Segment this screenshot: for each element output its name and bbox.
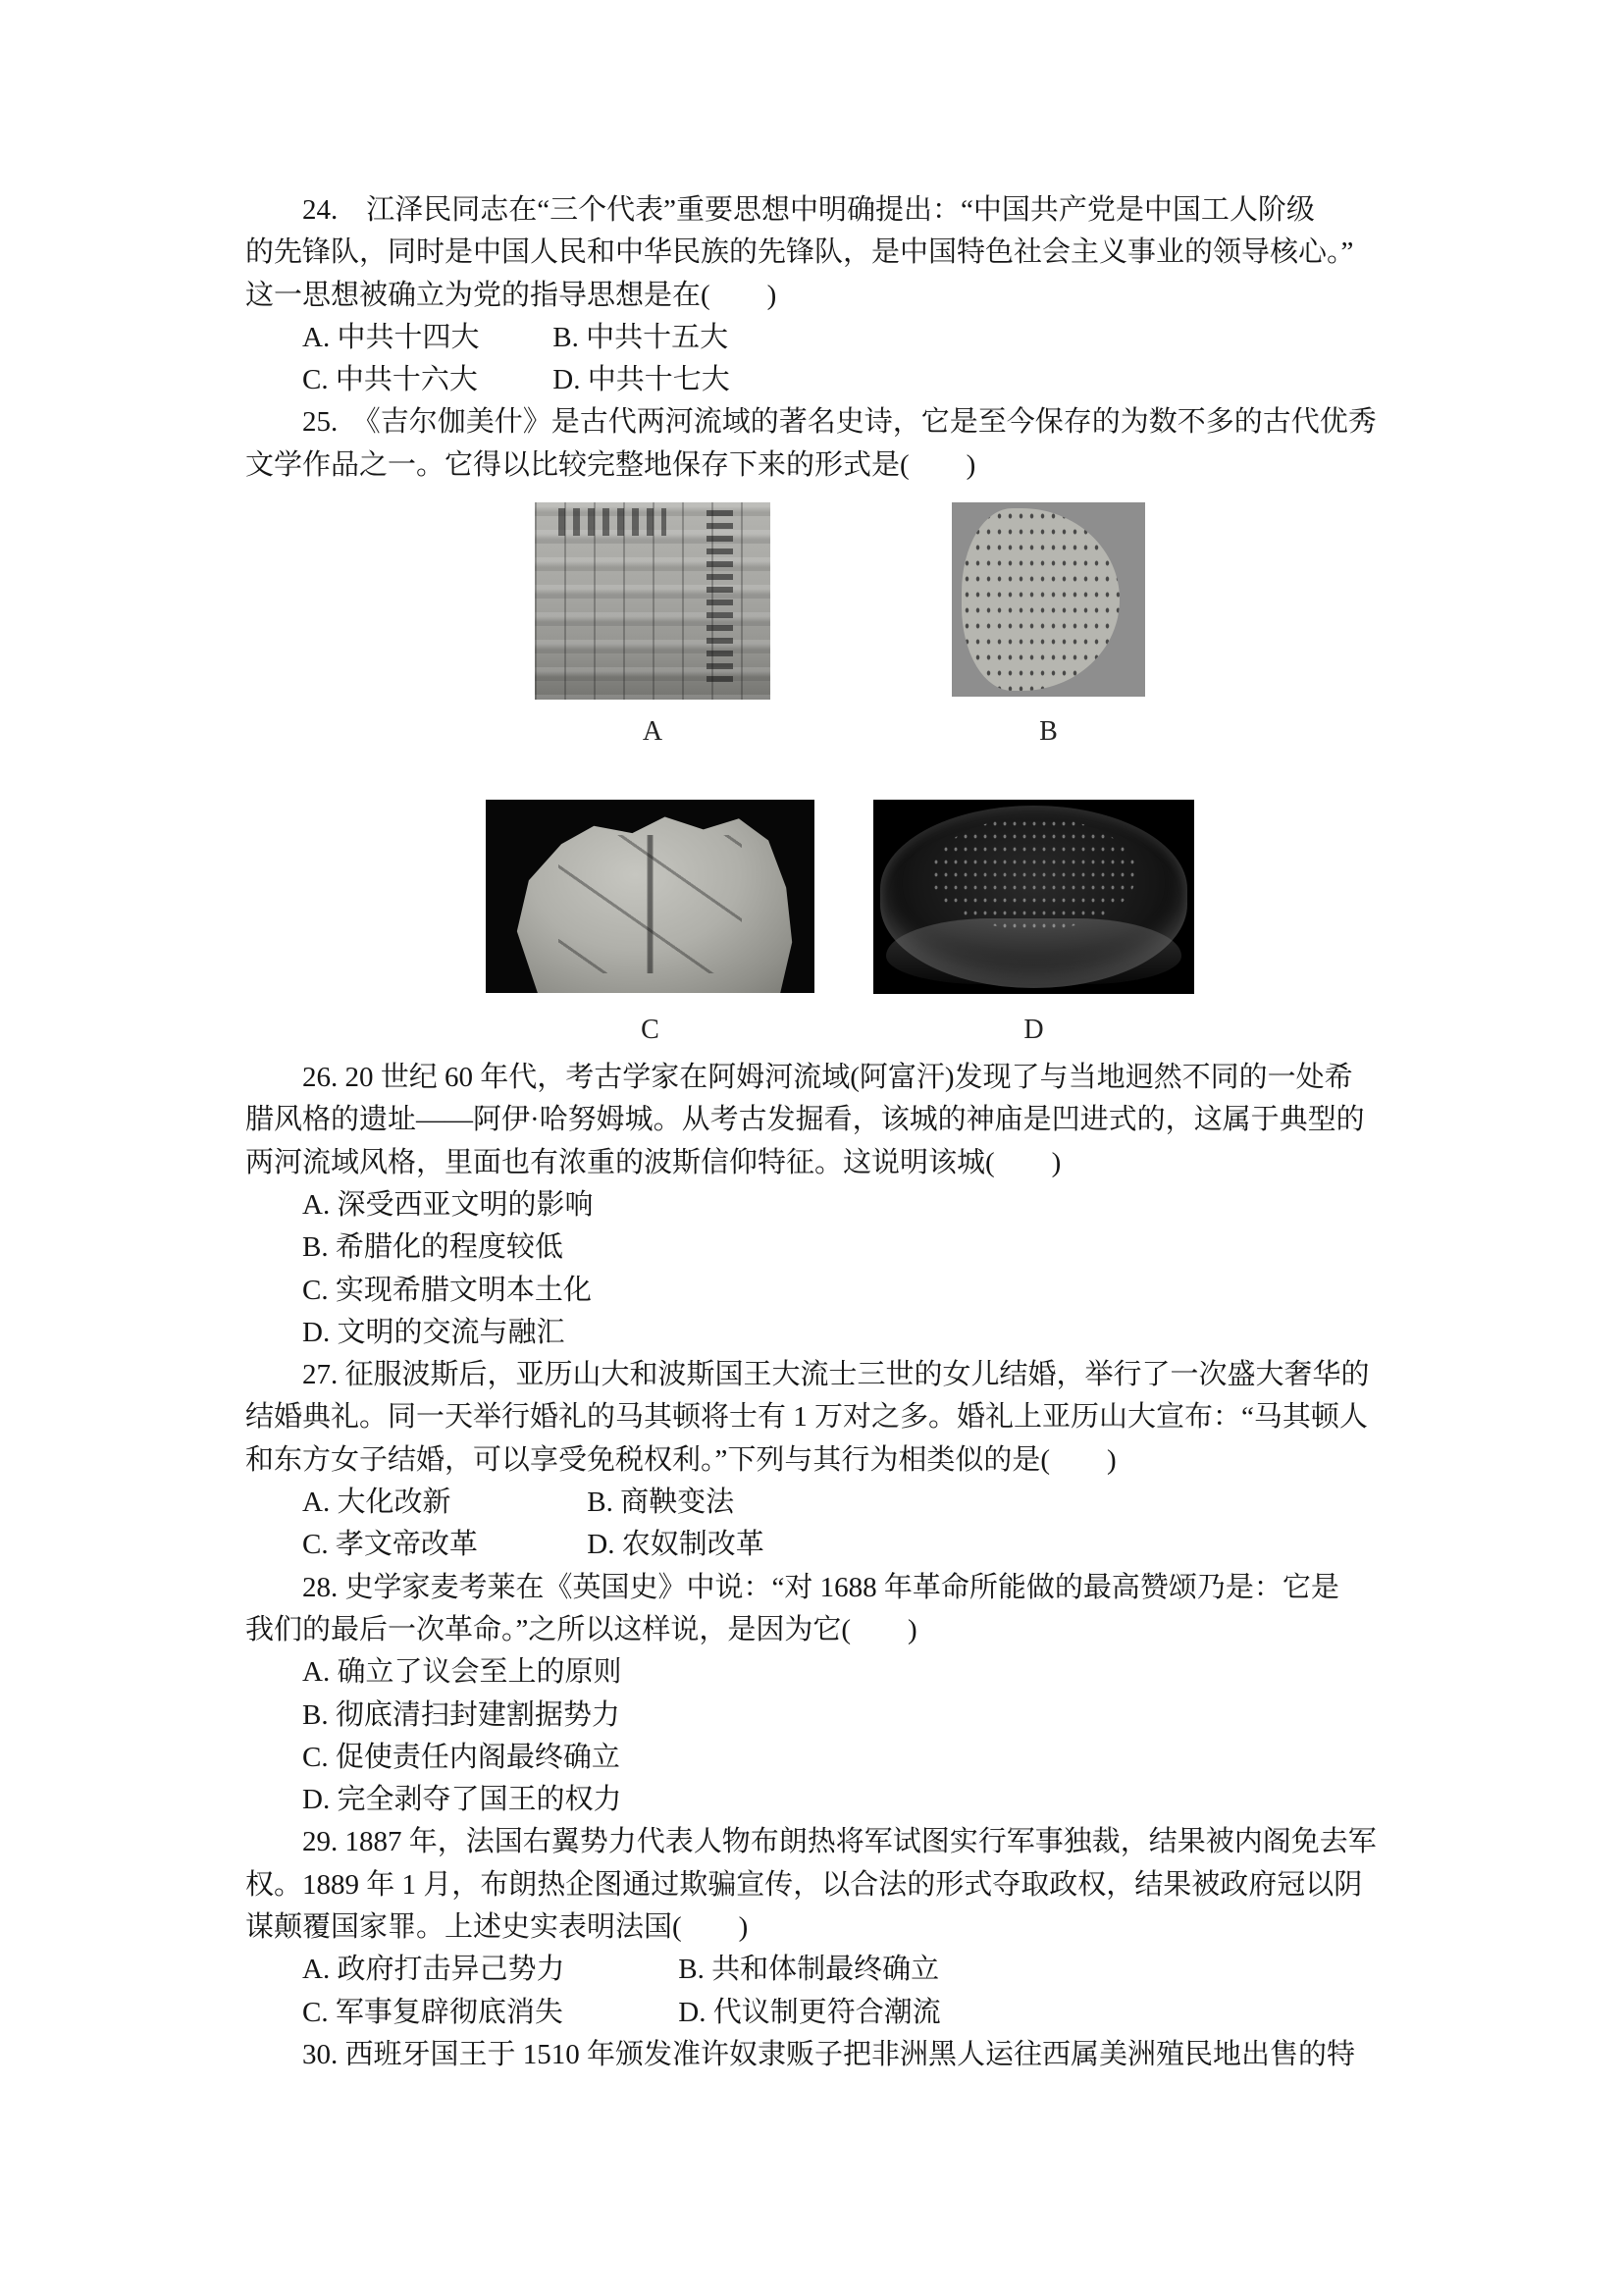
oracle-bone-image: [486, 800, 814, 993]
option-row: [245, 1695, 1393, 1737]
question-29: [245, 1821, 1393, 2033]
option-c: C. 军事复辟彻底消失: [302, 1996, 563, 2028]
cuneiform-tablet-image: [952, 502, 1145, 697]
option-d: D. 代议制更符合潮流: [678, 1996, 941, 2028]
option-row: [245, 1651, 1393, 1694]
question-27: [245, 1354, 1393, 1566]
option-a: A. 确立了议会至上的原则: [302, 1656, 622, 1689]
option-c: C. 实现希腊文明本土化: [302, 1274, 592, 1306]
option-b: B. 中共十五大: [552, 321, 729, 353]
option-row: [245, 1992, 1393, 2034]
stem-line: 谋颠覆国家罪。上述史实表明法国( ): [245, 1911, 749, 1944]
option-c: C. 孝文帝改革: [302, 1529, 478, 1561]
stem-line: 28. 史学家麦考莱在《英国史》中说：“对 1688 年革命所能做的最高赞颂乃是：它是: [302, 1571, 1339, 1603]
stem-line: 权。1889 年 1 月，布朗热企图通过欺骗宣传，以合法的形式夺取政权，结果被政府冠以阴: [245, 1868, 1363, 1901]
question-24: [245, 189, 1393, 401]
figure-label-d: D: [1023, 1015, 1044, 1046]
stem-line: 的先锋队，同时是中国人民和中华民族的先锋队，是中国特色社会主义事业的领导核心。”: [245, 236, 1354, 269]
option-row: [245, 1779, 1393, 1821]
bronze-inscription-image: [873, 800, 1194, 994]
option-d: D. 文明的交流与融汇: [302, 1316, 565, 1348]
stem-line: 24. 江泽民同志在“三个代表”重要思想中明确提出：“中国共产党是中国工人阶级: [302, 194, 1315, 226]
stem-line: 30. 西班牙国王于 1510 年颁发准许奴隶贩子把非洲黑人运往西属美洲殖民地出售的特: [302, 2038, 1356, 2070]
stem-line: 27. 征服波斯后，亚历山大和波斯国王大流士三世的女儿结婚，举行了一次盛大奢华的: [302, 1359, 1370, 1391]
option-d: D. 完全剥夺了国王的权力: [302, 1784, 622, 1816]
option-row: [245, 1226, 1393, 1269]
stem-line: 腊风格的遗址——阿伊·哈努姆城。从考古发掘看，该城的神庙是凹进式的，这属于典型的: [245, 1104, 1365, 1136]
option-c: C. 促使责任内阁最终确立: [302, 1741, 620, 1773]
stem-line: 26. 20 世纪 60 年代，考古学家在阿姆河流域(阿富汗)发现了与当地迥然不同的一处希: [302, 1062, 1353, 1094]
option-row: [245, 317, 1393, 359]
option-d: D. 农奴制改革: [587, 1529, 764, 1561]
option-row: [245, 1737, 1393, 1779]
stem-line: 我们的最后一次革命。”之所以这样说，是因为它( ): [245, 1613, 917, 1645]
option-row: [245, 1184, 1393, 1226]
option-a: A. 中共十四大: [302, 321, 480, 353]
papyrus-manuscript-image: [535, 502, 770, 700]
question-26: [245, 1057, 1393, 1354]
option-row: [245, 359, 1393, 401]
option-row: [245, 1270, 1393, 1312]
stem-line: 和东方女子结婚，可以享受免税权利。”下列与其行为相类似的是( ): [245, 1443, 1117, 1476]
question-28: [245, 1567, 1393, 1822]
option-row: [245, 1312, 1393, 1354]
stem-line: 25. 《吉尔伽美什》是古代两河流域的著名史诗，它是至今保存的为数不多的古代优秀: [302, 406, 1377, 439]
figure-label-c: C: [641, 1015, 659, 1046]
option-b: B. 商鞅变法: [587, 1487, 735, 1519]
option-a: A. 大化改新: [302, 1487, 451, 1519]
option-row: [245, 1524, 1393, 1566]
figure-label-a: A: [642, 716, 663, 748]
bronze-rim: [886, 918, 1181, 984]
stem-line: 29. 1887 年，法国右翼势力代表人物布朗热将军试图实行军事独裁，结果被内阁免去军: [302, 1826, 1377, 1858]
option-row: [245, 1482, 1393, 1524]
option-b: B. 共和体制最终确立: [678, 1954, 940, 1986]
option-row: [245, 1949, 1393, 1991]
option-b: B. 希腊化的程度较低: [302, 1231, 563, 1264]
stem-line: 文学作品之一。它得以比较完整地保存下来的形式是( ): [245, 448, 976, 481]
option-a: A. 深受西亚文明的影响: [302, 1188, 594, 1221]
stem-line: 两河流域风格，里面也有浓重的波斯信仰特征。这说明该城( ): [245, 1146, 1062, 1178]
question-30: [245, 2034, 1393, 2076]
stem-line: 结婚典礼。同一天举行婚礼的马其顿将士有 1 万对之多。婚礼上亚历山大宣布：“马其顿人: [245, 1401, 1368, 1434]
figure-label-b: B: [1039, 716, 1058, 748]
question-list: [245, 189, 1393, 2076]
option-d: D. 中共十七大: [552, 364, 730, 396]
figure-grid: [245, 487, 1393, 1057]
question-25: [245, 401, 1393, 487]
option-b: B. 彻底清扫封建割据势力: [302, 1698, 620, 1731]
option-a: A. 政府打击异己势力: [302, 1954, 565, 1986]
stem-line: 这一思想被确立为党的指导思想是在( ): [245, 279, 777, 311]
option-c: C. 中共十六大: [302, 364, 478, 396]
